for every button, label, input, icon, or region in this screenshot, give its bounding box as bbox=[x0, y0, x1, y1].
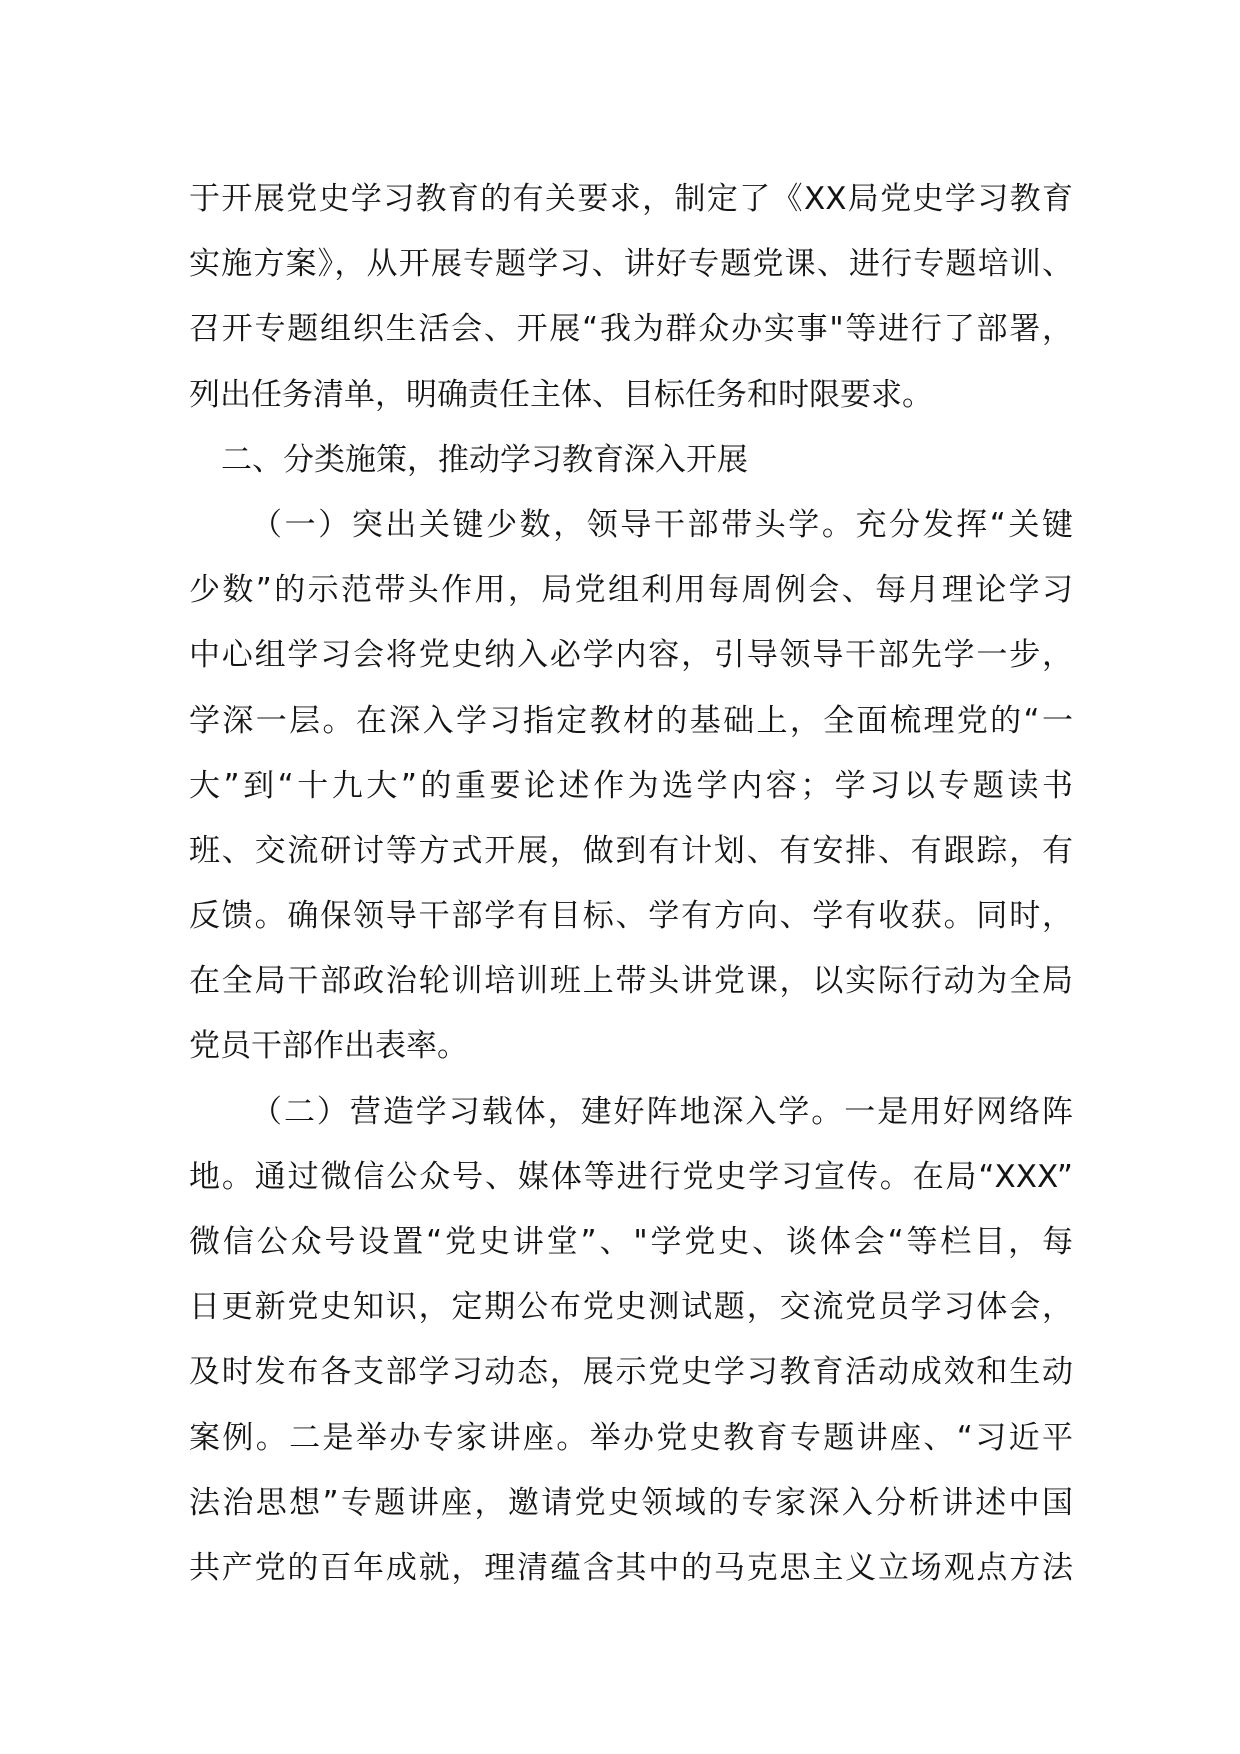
text-line: 党员干部作出表率。 bbox=[189, 1028, 468, 1065]
text-line: 召开专题组织生活会、开展“我为群众办实事"等进行了部署， bbox=[189, 311, 1073, 348]
text-line: 案例。二是举办专家讲座。举办党史教育专题讲座、“习近平 bbox=[189, 1419, 1073, 1456]
text-line: 地。通过微信公众号、媒体等进行党史学习宣传。在局“XXX” bbox=[189, 1158, 1073, 1195]
text-line: 少数”的示范带头作用，局党组利用每周例会、每月理论学习 bbox=[189, 572, 1073, 609]
paragraph bbox=[189, 493, 1073, 1080]
text-line: 在全局干部政治轮训培训班上带头讲党课，以实际行动为全局 bbox=[189, 963, 1073, 1000]
text-line: 中心组学习会将党史纳入必学内容，引导领导干部先学一步， bbox=[189, 637, 1073, 674]
text-line: 实施方案》，从开展专题学习、讲好专题党课、进行专题培训、 bbox=[189, 246, 1073, 283]
document-body bbox=[189, 167, 1073, 1601]
text-line: 列出任务清单，明确责任主体、目标任务和时限要求。 bbox=[189, 376, 933, 413]
text-line: 班、交流研讨等方式开展，做到有计划、有安排、有跟踪，有 bbox=[189, 832, 1073, 869]
text-line: （二）营造学习载体，建好阵地深入学。一是用好网络阵 bbox=[251, 1093, 1073, 1130]
text-line: 及时发布各支部学习动态，展示党史学习教育活动成效和生动 bbox=[189, 1354, 1073, 1391]
paragraph bbox=[189, 1080, 1073, 1602]
text-line: 法治思想”专题讲座，邀请党史领域的专家深入分析讲述中国 bbox=[189, 1484, 1073, 1521]
text-line: 反馈。确保领导干部学有目标、学有方向、学有收获。同时， bbox=[189, 898, 1073, 935]
text-line: 日更新党史知识，定期公布党史测试题，交流党员学习体会， bbox=[189, 1289, 1073, 1326]
text-line: 学深一层。在深入学习指定教材的基础上，全面梳理党的“一 bbox=[189, 702, 1073, 739]
section-heading-text: 二、分类施策，推动学习教育深入开展 bbox=[221, 441, 748, 478]
paragraph bbox=[189, 167, 1073, 428]
text-line: 微信公众号设置“党史讲堂”、"学党史、谈体会“等栏目，每 bbox=[189, 1224, 1073, 1260]
text-line: 共产党的百年成就，理清蕴含其中的马克思主义立场观点方法 bbox=[189, 1549, 1073, 1586]
text-line: 于开展党史学习教育的有关要求，制定了《XX局党史学习教育 bbox=[189, 181, 1073, 217]
text-line: 大”到“十九大”的重要论述作为选学内容；学习以专题读书 bbox=[189, 767, 1073, 804]
text-line: （一）突出关键少数，领导干部带头学。充分发挥“关键 bbox=[251, 506, 1073, 543]
section-heading bbox=[189, 428, 1073, 493]
